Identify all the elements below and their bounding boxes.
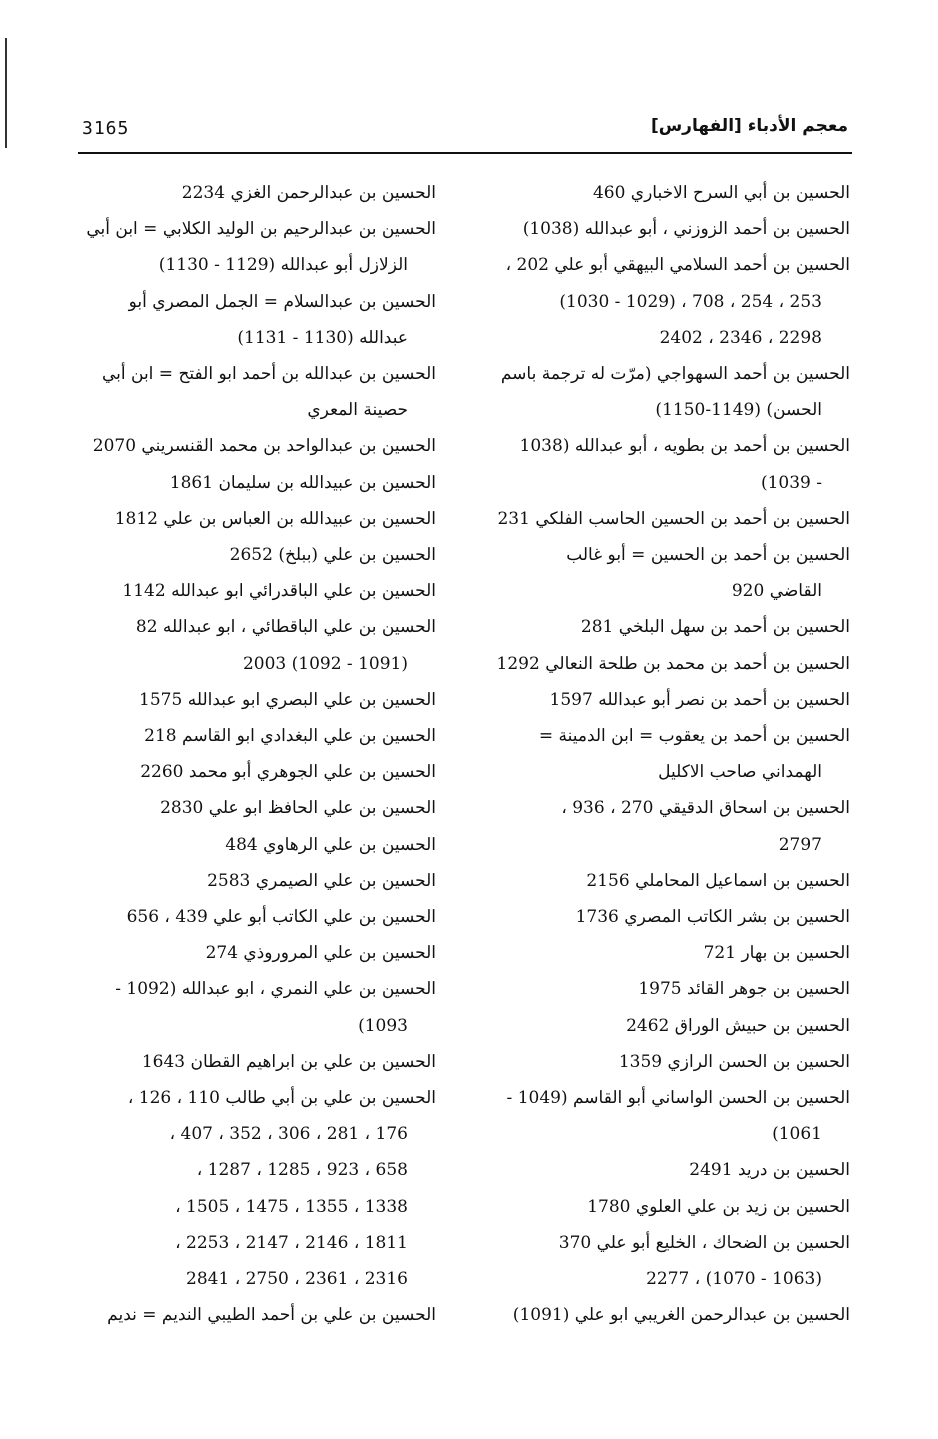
entry-continuation-line: 1061) bbox=[772, 1124, 822, 1145]
index-entry bbox=[78, 573, 436, 609]
index-entry bbox=[488, 1008, 850, 1044]
index-entry bbox=[78, 428, 436, 464]
entry-continuation-line: عبدالله (1130 - 1131) bbox=[237, 327, 408, 348]
entry-continuation-line: القاضي 920 bbox=[731, 581, 822, 602]
entry-continuation-line: 1811 ، 2146 ، 2147 ، 2253 ، bbox=[175, 1232, 408, 1253]
index-entry bbox=[488, 1297, 850, 1333]
index-entry bbox=[78, 718, 436, 754]
entry-name-line: الحسين بن أحمد بن يعقوب = ابن الدمينة = bbox=[538, 726, 850, 747]
entry-name-line: الحسين بن زيد بن علي العلوي 1780 bbox=[587, 1196, 850, 1217]
entry-name-line: الحسين بن علي الكاتب أبو علي 439 ، 656 bbox=[126, 907, 436, 928]
index-entry bbox=[78, 609, 436, 681]
entry-name-line: الحسين بن الحسن الرازي 1359 bbox=[618, 1051, 850, 1072]
index-entry bbox=[488, 682, 850, 718]
entry-continuation-line: (1063 - 1070) ، 2277 bbox=[646, 1269, 822, 1290]
index-entry bbox=[488, 899, 850, 935]
entry-continuation-line: 1093) bbox=[358, 1015, 408, 1036]
entry-name-line: الحسين بن علي البصري ابو عبدالله 1575 bbox=[139, 689, 436, 710]
entry-name-line: الحسين بن أحمد بن الحسين = أبو غالب bbox=[566, 545, 850, 566]
entry-continuation-line: 2797 bbox=[778, 834, 822, 855]
index-entry bbox=[78, 175, 436, 211]
entry-name-line: الحسين بن علي المروروذي 274 bbox=[205, 943, 436, 964]
entry-name-line: الحسين بن أحمد السلامي البيهقي أبو علي 202 ، bbox=[505, 255, 850, 276]
index-entry bbox=[488, 971, 850, 1007]
page-header bbox=[78, 112, 852, 154]
entry-name-line: الحسين بن عبدالرحمن الغزي 2234 bbox=[181, 183, 436, 203]
entry-continuation-line: الزلازل أبو عبدالله (1129 - 1130) bbox=[158, 255, 408, 276]
entry-name-line: الحسين بن اسماعيل المحاملي 2156 bbox=[586, 870, 850, 891]
index-entry bbox=[78, 971, 436, 1043]
entry-name-line: الحسين بن الحسن الواساني أبو القاسم (1049 - bbox=[506, 1088, 850, 1109]
index-entry bbox=[78, 501, 436, 537]
index-column-right bbox=[488, 175, 850, 1334]
entry-name-line: الحسين بن أحمد بن محمد بن طلحة النعالي 1292 bbox=[496, 653, 850, 674]
entry-name-line: الحسين بن بشر الكاتب المصري 1736 bbox=[575, 907, 850, 928]
entry-name-line: الحسين بن علي النمري ، ابو عبدالله (1092 - bbox=[115, 979, 436, 1000]
entry-name-line: الحسين بن علي (ببلخ) 2652 bbox=[229, 545, 436, 566]
entry-name-line: الحسين بن جوهر القائد 1975 bbox=[638, 979, 850, 1000]
entry-continuation-line: 253 ، 254 ، 708 ، (1029 - 1030) bbox=[559, 291, 822, 312]
entry-name-line: الحسين بن عبدالواحد بن محمد القنسريني 2070 bbox=[92, 436, 436, 457]
scan-edge-line bbox=[5, 38, 7, 148]
index-entry bbox=[488, 1189, 850, 1225]
index-entry bbox=[78, 754, 436, 790]
index-entry bbox=[488, 501, 850, 537]
entry-name-line: الحسين بن أبي السرح الاخباري 460 bbox=[592, 183, 850, 203]
index-entry bbox=[488, 863, 850, 899]
entry-name-line: الحسين بن بهار 721 bbox=[703, 943, 850, 964]
index-entry bbox=[488, 1152, 850, 1188]
index-entry bbox=[78, 537, 436, 573]
index-entry bbox=[488, 1225, 850, 1297]
entry-name-line: الحسين بن أحمد بن نصر أبو عبدالله 1597 bbox=[549, 689, 850, 710]
entry-continuation-line: 2298 ، 2346 ، 2402 bbox=[659, 327, 822, 348]
entry-name-line: الحسين بن عبدالرحمن الغريبي ابو علي (1091) bbox=[512, 1305, 850, 1326]
index-entry bbox=[488, 175, 850, 211]
index-entry bbox=[78, 1044, 436, 1080]
entry-name-line: الحسين بن أحمد بن الحسين الحاسب الفلكي 231 bbox=[497, 508, 850, 529]
entry-name-line: الحسين بن علي الصيمري 2583 bbox=[207, 870, 436, 891]
index-entry bbox=[488, 718, 850, 790]
index-entry bbox=[78, 284, 436, 356]
entry-name-line: الحسين بن علي بن أبي طالب 110 ، 126 ، bbox=[127, 1088, 436, 1109]
entry-name-line: الحسين بن أحمد السهواجي (مرّت له ترجمة باسم bbox=[500, 364, 850, 385]
index-entry bbox=[78, 935, 436, 971]
index-entry bbox=[488, 428, 850, 500]
index-entry bbox=[488, 790, 850, 862]
entry-name-line: الحسين بن علي الجوهري أبو محمد 2260 bbox=[140, 762, 436, 783]
index-entry bbox=[78, 899, 436, 935]
entry-name-line: الحسين بن أحمد بن سهل البلخي 281 bbox=[580, 617, 850, 638]
index-entry bbox=[488, 537, 850, 609]
index-entry bbox=[78, 790, 436, 826]
index-entry bbox=[488, 247, 850, 356]
index-entry bbox=[78, 1080, 436, 1297]
entry-name-line: الحسين بن أحمد الزوزني ، أبو عبدالله (1038) bbox=[522, 219, 850, 240]
index-entry bbox=[488, 1044, 850, 1080]
index-entry bbox=[78, 863, 436, 899]
entry-name-line: الحسين بن علي البغدادي ابو القاسم 218 bbox=[144, 726, 436, 747]
entry-continuation-line: 2316 ، 2361 ، 2750 ، 2841 bbox=[186, 1269, 408, 1290]
index-entry bbox=[78, 211, 436, 283]
entry-name-line: الحسين بن علي الرهاوي 484 bbox=[225, 834, 436, 855]
index-entry bbox=[488, 935, 850, 971]
entry-continuation-line: 1338 ، 1355 ، 1475 ، 1505 ، bbox=[175, 1196, 408, 1217]
index-entry bbox=[488, 356, 850, 428]
index-entry bbox=[488, 646, 850, 682]
entry-name-line: الحسين بن عبدالرحيم بن الوليد الكلابي = ابن أبي bbox=[86, 219, 436, 240]
entry-continuation-line: حصينة المعري bbox=[307, 400, 408, 421]
entry-name-line: الحسين بن علي الباقطائي ، ابو عبدالله 82 bbox=[135, 617, 436, 638]
running-title: معجم الأدباء [الفهارس] bbox=[650, 116, 848, 136]
entry-continuation-line: (1091 - 1092) 2003 bbox=[242, 653, 408, 674]
index-entry bbox=[488, 1080, 850, 1152]
entry-continuation-line: الحسن) (1149-1150) bbox=[655, 400, 822, 421]
entry-name-line: الحسين بن عبيدالله بن سليمان 1861 bbox=[169, 472, 436, 493]
entry-name-line: الحسين بن حبيش الوراق 2462 bbox=[626, 1015, 850, 1036]
entry-name-line: الحسين بن علي الحافظ ابو علي 2830 bbox=[160, 798, 436, 819]
page-number: 3165 bbox=[82, 118, 130, 139]
index-entry bbox=[78, 356, 436, 428]
entry-continuation-line: - 1039) bbox=[760, 472, 822, 493]
entry-name-line: الحسين بن أحمد بن بطويه ، أبو عبدالله (1038 bbox=[519, 436, 850, 457]
index-entry bbox=[78, 827, 436, 863]
index-entry bbox=[78, 465, 436, 501]
index-entry bbox=[488, 211, 850, 247]
entry-name-line: الحسين بن علي الباقدرائي ابو عبدالله 1142 bbox=[122, 581, 436, 602]
entry-name-line: الحسين بن علي بن ابراهيم القطان 1643 bbox=[141, 1051, 436, 1072]
entry-continuation-line: 176 ، 281 ، 306 ، 352 ، 407 ، bbox=[169, 1124, 408, 1145]
index-column-left bbox=[78, 175, 436, 1334]
index-entry bbox=[488, 609, 850, 645]
index-entry bbox=[78, 1297, 436, 1333]
entry-name-line: الحسين بن عبدالله بن أحمد ابو الفتح = ابن أبي bbox=[101, 364, 436, 385]
entry-continuation-line: الهمداني صاحب الاكليل bbox=[658, 762, 822, 783]
index-entry bbox=[78, 682, 436, 718]
entry-name-line: الحسين بن اسحاق الدقيقي 270 ، 936 ، bbox=[561, 798, 850, 819]
entry-name-line: الحسين بن عبدالسلام = الجمل المصري أبو bbox=[128, 291, 436, 312]
entry-name-line: الحسين بن دريد 2491 bbox=[689, 1160, 850, 1181]
entry-name-line: الحسين بن علي بن أحمد الطيبي النديم = نديم bbox=[107, 1305, 436, 1326]
entry-continuation-line: 658 ، 923 ، 1285 ، 1287 ، bbox=[196, 1160, 408, 1181]
entry-name-line: الحسين بن الضحاك ، الخليع أبو علي 370 bbox=[558, 1232, 850, 1253]
entry-name-line: الحسين بن عبيدالله بن العباس بن علي 1812 bbox=[114, 508, 436, 529]
